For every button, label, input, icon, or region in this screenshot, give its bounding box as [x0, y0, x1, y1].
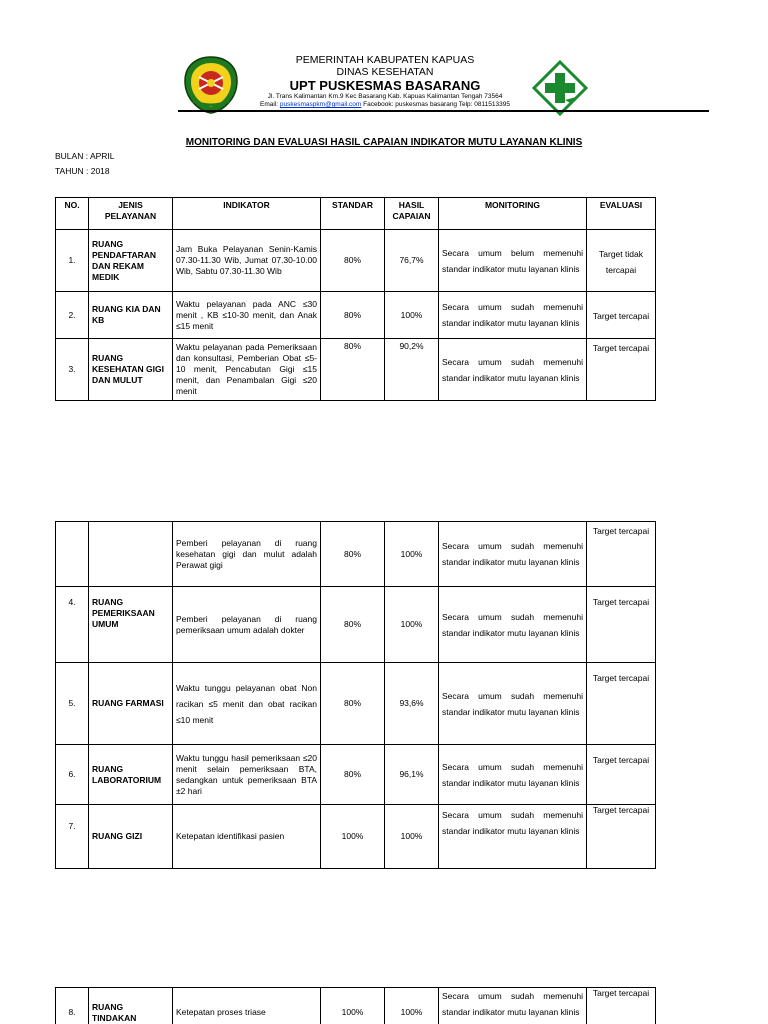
- cell-standar: 80%: [321, 339, 385, 401]
- cell-standar: 80%: [321, 522, 385, 587]
- cell-indikator: Waktu tunggu hasil pemeriksaan ≤20 menit selain pemeriksaan BTA, sedangkan untuk pemeriksaan BTA ±2 hari: [173, 745, 321, 805]
- cell-indikator: Ketepatan identifikasi pasien: [173, 805, 321, 869]
- cell-evaluasi: Target tercapai: [587, 522, 656, 587]
- cell-indikator: Pemberi pelayanan di ruang kesehatan gigi dan mulut adalah Perawat gigi: [173, 522, 321, 587]
- table-row: [56, 587, 656, 663]
- cell-monitoring: Secara umum sudah memenuhi standar indikator mutu layanan klinis: [439, 745, 587, 805]
- cell-standar: 100%: [321, 988, 385, 1024]
- cell-monitoring: Secara umum sudah memenuhi standar indikator mutu layanan klinis: [439, 805, 587, 869]
- letterhead-rule: [178, 110, 709, 112]
- indicator-table-page-1: [55, 197, 656, 401]
- table-row: [56, 522, 656, 587]
- cell-evaluasi: Target tercapai: [587, 339, 656, 401]
- table-row: [56, 805, 656, 869]
- cell-no: 5.: [56, 663, 89, 745]
- cell-unit: RUANG PEMERIKSAAN UMUM: [89, 587, 173, 663]
- cell-no: [56, 522, 89, 587]
- report-month: BULAN : APRIL: [55, 151, 115, 161]
- cell-monitoring: Secara umum sudah memenuhi standar indikator mutu layanan klinis: [439, 663, 587, 745]
- cell-evaluasi: Target tercapai: [587, 805, 656, 869]
- cell-monitoring: Secara umum sudah memenuhi standar indikator mutu layanan klinis: [439, 522, 587, 587]
- letterhead-government: PEMERINTAH KABUPATEN KAPUAS: [295, 54, 475, 66]
- cell-standar: 80%: [321, 230, 385, 292]
- letterhead: [0, 50, 768, 120]
- cell-indikator: Ketepatan proses triase: [173, 988, 321, 1024]
- column-header-standar: STANDAR: [321, 198, 385, 230]
- cell-evaluasi: Target tercapai: [587, 663, 656, 745]
- cell-evaluasi: Target tercapai: [587, 587, 656, 663]
- email-label: Email:: [260, 101, 279, 108]
- cell-no: 8.: [56, 988, 89, 1024]
- cell-standar: 80%: [321, 587, 385, 663]
- cell-hasil: 100%: [385, 988, 439, 1024]
- cell-evaluasi: Target tidak tercapai: [587, 230, 656, 292]
- cell-monitoring: Secara umum sudah memenuhi standar indikator mutu layanan klinis: [439, 339, 587, 401]
- cell-standar: 100%: [321, 805, 385, 869]
- cell-standar: 80%: [321, 745, 385, 805]
- cell-hasil: 93,6%: [385, 663, 439, 745]
- cell-indikator: Pemberi pelayanan di ruang pemeriksaan umum adalah dokter: [173, 587, 321, 663]
- cell-standar: 80%: [321, 292, 385, 339]
- column-header-indikator: INDIKATOR: [173, 198, 321, 230]
- cell-hasil: 100%: [385, 587, 439, 663]
- cell-monitoring: Secara umum sudah memenuhi standar indikator mutu layanan klinis: [439, 587, 587, 663]
- contact-rest: Facebook: puskesmas basarang Telp: 0811513395: [363, 101, 510, 108]
- indicator-table-page-3: [55, 987, 656, 1024]
- email-link[interactable]: puskesmaspkm@gmail.com: [279, 101, 362, 108]
- cell-hasil: 76,7%: [385, 230, 439, 292]
- column-header-monitoring: MONITORING: [439, 198, 587, 230]
- letterhead-institution: UPT PUSKESMAS BASARANG: [289, 78, 481, 93]
- cell-unit: RUANG FARMASI: [89, 663, 173, 745]
- letterhead-department: DINAS KESEHATAN: [336, 66, 434, 78]
- indicator-table-page-2: [55, 521, 656, 869]
- column-header-no: NO.: [56, 198, 89, 230]
- cell-evaluasi: Target tercapai: [587, 988, 656, 1024]
- cell-no: 1.: [56, 230, 89, 292]
- table-row: [56, 230, 656, 292]
- column-header-evaluasi: EVALUASI: [587, 198, 656, 230]
- cell-no: 6.: [56, 745, 89, 805]
- column-header-jenis-pelayanan: JENIS PELAYANAN: [89, 198, 173, 230]
- cell-monitoring: Secara umum sudah memenuhi standar indikator mutu layanan klinis: [439, 988, 587, 1024]
- letterhead-contact: [230, 101, 540, 109]
- cell-evaluasi: Target tercapai: [587, 745, 656, 805]
- table-header-row: [56, 198, 656, 230]
- cell-no: 7.: [56, 805, 89, 869]
- cell-evaluasi: Target tercapai: [587, 292, 656, 339]
- letterhead-address: Jl. Trans Kalimantan Km.9 Kec Basarang Kab. Kapuas Kalimantan Tengah 73564: [267, 93, 503, 100]
- cell-unit: RUANG TINDAKAN: [89, 988, 173, 1024]
- column-header-hasil-capaian: HASIL CAPAIAN: [385, 198, 439, 230]
- cell-monitoring: Secara umum sudah memenuhi standar indikator mutu layanan klinis: [439, 292, 587, 339]
- cell-no: 4.: [56, 587, 89, 663]
- document-title: MONITORING DAN EVALUASI HASIL CAPAIAN INDIKATOR MUTU LAYANAN KLINIS: [185, 137, 583, 148]
- table-row: [56, 745, 656, 805]
- table-row: [56, 663, 656, 745]
- table-row: [56, 339, 656, 401]
- cell-unit: RUANG LABORATORIUM: [89, 745, 173, 805]
- cell-monitoring: Secara umum belum memenuhi standar indikator mutu layanan klinis: [439, 230, 587, 292]
- report-year: TAHUN : 2018: [55, 166, 110, 176]
- table-row: [56, 292, 656, 339]
- cell-indikator: Jam Buka Pelayanan Senin-Kamis 07.30-11.30 Wib, Jumat 07.30-10.00 Wib, Sabtu 07.30-11.30 Wib: [173, 230, 321, 292]
- cell-no: 2.: [56, 292, 89, 339]
- table-row: [56, 988, 656, 1024]
- cell-no: 3.: [56, 339, 89, 401]
- puskesmas-cross-logo-icon: [532, 60, 588, 116]
- cell-unit: [89, 522, 173, 587]
- cell-hasil: 96,1%: [385, 745, 439, 805]
- cell-hasil: 100%: [385, 522, 439, 587]
- cell-hasil: 100%: [385, 805, 439, 869]
- cell-standar: 80%: [321, 663, 385, 745]
- cell-indikator: Waktu tunggu pelayanan obat Non racikan ≤5 menit dan obat racikan ≤10 menit: [173, 663, 321, 745]
- cell-unit: RUANG KESEHATAN GIGI DAN MULUT: [89, 339, 173, 401]
- cell-indikator: Waktu pelayanan pada ANC ≤30 menit , KB ≤10-30 menit, dan Anak ≤15 menit: [173, 292, 321, 339]
- cell-unit: RUANG PENDAFTARAN DAN REKAM MEDIK: [89, 230, 173, 292]
- cell-unit: RUANG KIA DAN KB: [89, 292, 173, 339]
- cell-indikator: Waktu pelayanan pada Pemeriksaan dan konsultasi, Pemberian Obat ≤5-10 menit, Pencabutan Gigi ≤15 menit, dan Penambalan Gigi ≤20 menit: [173, 339, 321, 401]
- cell-hasil: 90,2%: [385, 339, 439, 401]
- cell-hasil: 100%: [385, 292, 439, 339]
- cell-unit: RUANG GIZI: [89, 805, 173, 869]
